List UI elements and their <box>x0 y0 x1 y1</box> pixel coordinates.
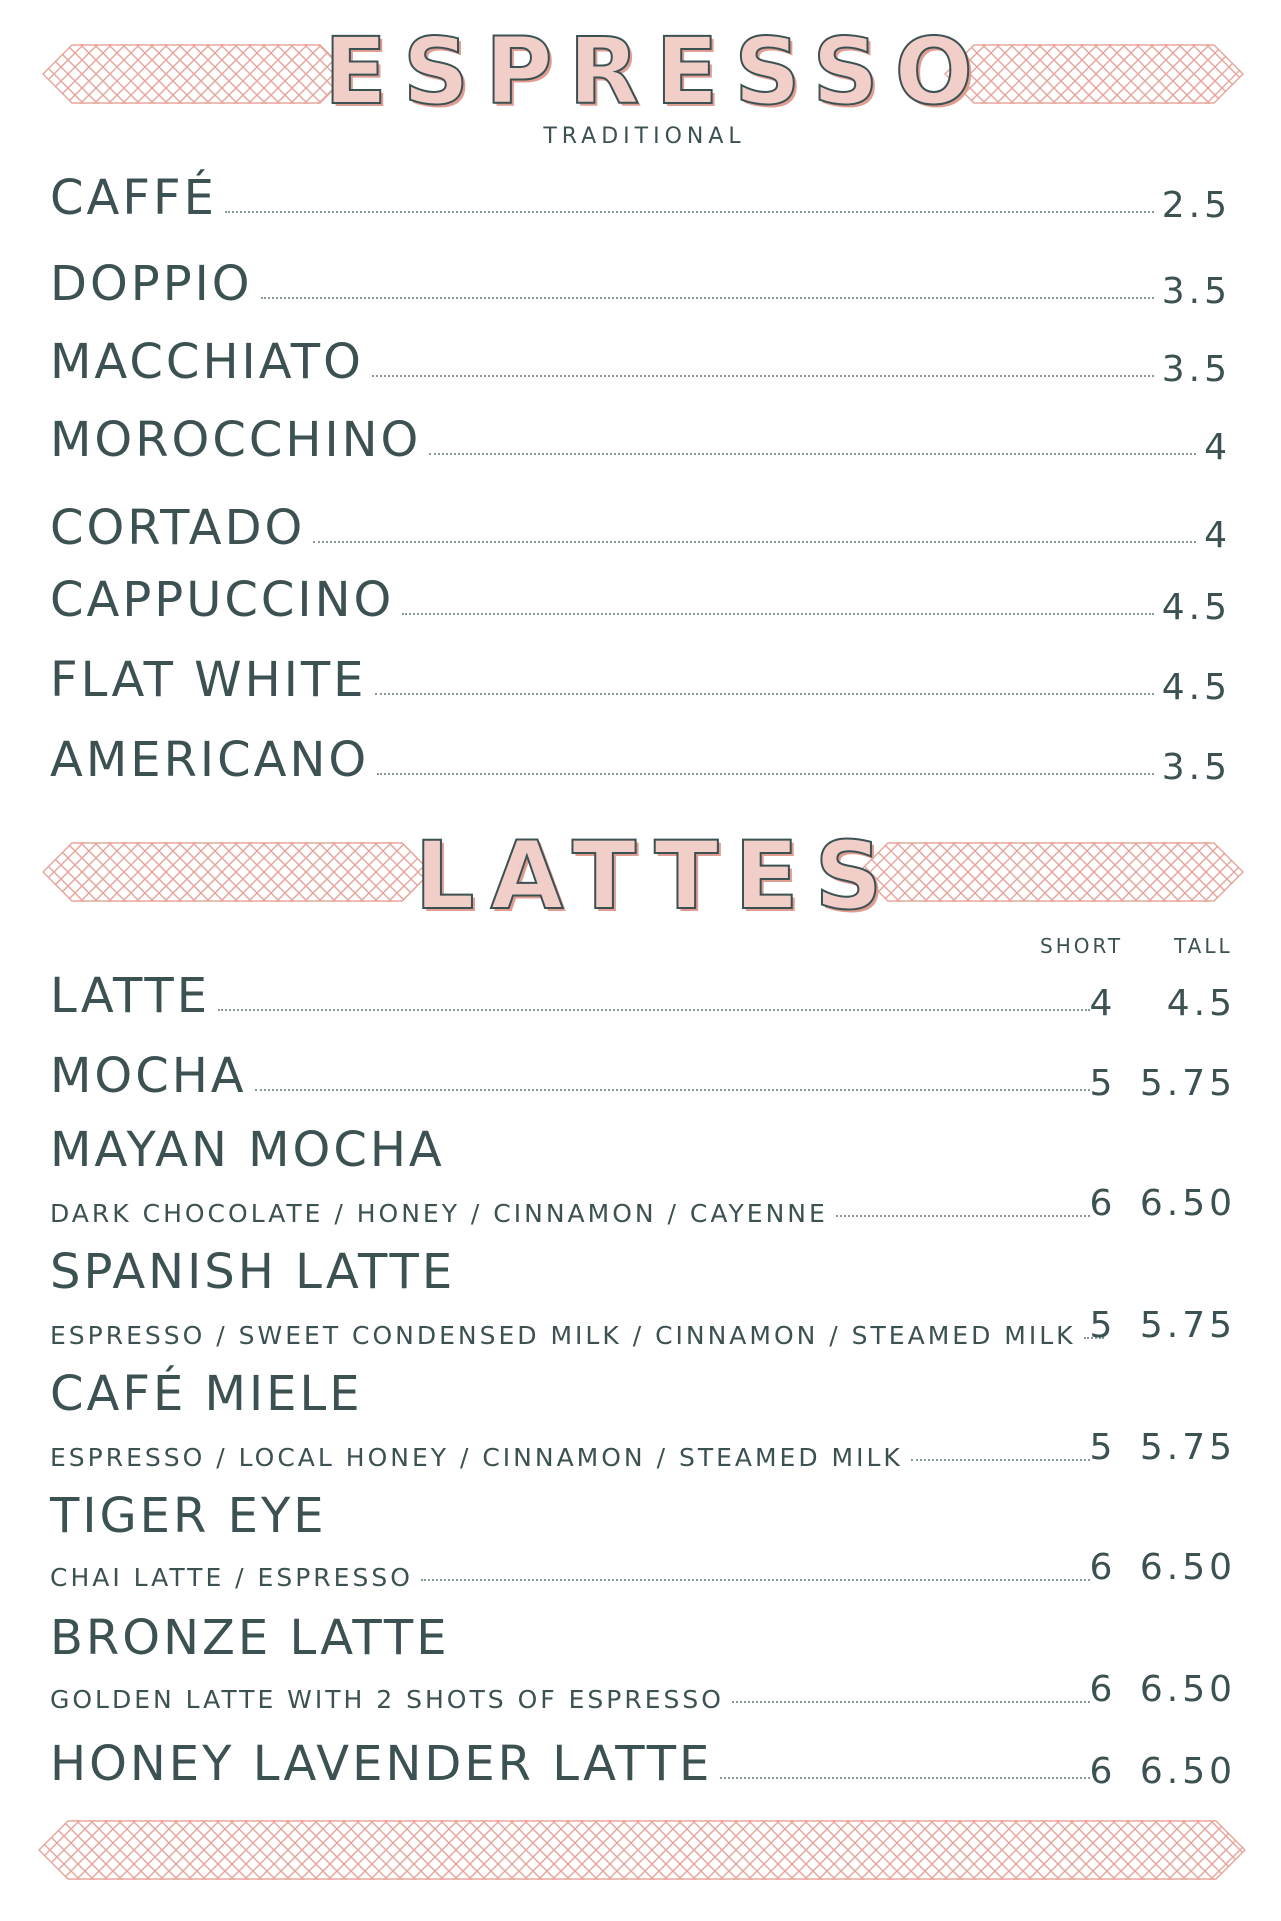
menu-item-honey-lavender-latte <box>50 1732 1098 1792</box>
menu-item-cappuccino <box>50 564 1231 628</box>
price-column-headers <box>1040 934 1240 958</box>
price-short: 6 <box>1089 1547 1115 1588</box>
menu-item-caffe <box>50 162 1231 226</box>
item-description: CHAI LATTE / ESPRESSO <box>50 1563 413 1592</box>
dotted-leader <box>377 773 1154 775</box>
item-description: ESPRESSO / SWEET CONDENSED MILK / CINNAMON / STEAMED MILK <box>50 1321 1076 1350</box>
item-name: MOCHA <box>50 1048 247 1104</box>
dotted-leader <box>720 1777 1090 1779</box>
item-name: CAPPUCCINO <box>50 572 395 628</box>
item-name: LATTE <box>50 968 211 1024</box>
column-header-tall: TALL <box>1174 934 1233 958</box>
dotted-leader <box>313 541 1196 543</box>
item-name-bronze-latte: BRONZE LATTE <box>50 1610 450 1666</box>
menu-item-cortado <box>50 492 1231 556</box>
dotted-leader <box>218 1009 1090 1011</box>
dotted-leader <box>402 613 1153 615</box>
menu-item-tiger-eye <box>50 1534 1098 1590</box>
menu-item-bronze-latte <box>50 1656 1098 1712</box>
item-price: 4.5 <box>1161 667 1231 708</box>
item-name-tiger-eye: TIGER EYE <box>50 1488 327 1544</box>
item-description: ESPRESSO / LOCAL HONEY / CINNAMON / STEAMED MILK <box>50 1443 903 1472</box>
item-name: FLAT WHITE <box>50 652 367 708</box>
price-short: 6 <box>1089 1751 1115 1792</box>
item-description: GOLDEN LATTE WITH 2 SHOTS OF ESPRESSO <box>50 1685 724 1714</box>
menu-item-macchiato <box>50 326 1231 390</box>
price-tall: 6.50 <box>1139 1183 1236 1224</box>
dotted-leader <box>429 453 1196 455</box>
item-price: 4 <box>1204 427 1231 468</box>
item-name-spanish-latte: SPANISH LATTE <box>50 1244 456 1300</box>
price-tall: 4.5 <box>1166 983 1236 1024</box>
dotted-leader <box>836 1215 1090 1217</box>
espresso-subheading: TRADITIONAL <box>543 124 746 149</box>
dotted-leader <box>375 693 1154 695</box>
menu-item-mayan-mocha <box>50 1170 1098 1226</box>
price-short: 6 <box>1089 1183 1115 1224</box>
espresso-heading: ESPRESSO <box>324 18 989 125</box>
item-name: HONEY LAVENDER LATTE <box>50 1736 713 1792</box>
item-name: CORTADO <box>50 500 306 556</box>
dotted-leader <box>421 1579 1090 1581</box>
price-tall: 5.75 <box>1139 1063 1236 1104</box>
price-short: 5 <box>1089 1427 1115 1468</box>
price-tall: 6.50 <box>1139 1547 1236 1588</box>
price-tall: 5.75 <box>1139 1305 1236 1346</box>
price-tall: 6.50 <box>1139 1669 1236 1710</box>
item-name-cafe-miele: CAFÉ MIELE <box>50 1366 363 1422</box>
dotted-leader <box>225 211 1154 213</box>
price-short: 4 <box>1089 983 1115 1024</box>
price-short: 5 <box>1089 1063 1115 1104</box>
menu-item-mocha <box>50 1044 1098 1104</box>
menu-item-doppio <box>50 248 1231 312</box>
item-price: 3.5 <box>1161 271 1231 312</box>
menu-item-americano <box>50 724 1231 788</box>
menu-item-spanish-latte <box>50 1292 1098 1348</box>
item-name: MOROCCHINO <box>50 412 422 468</box>
price-short: 6 <box>1089 1669 1115 1710</box>
price-short: 5 <box>1089 1305 1115 1346</box>
item-name: DOPPIO <box>50 256 253 312</box>
dotted-leader <box>261 297 1154 299</box>
item-description: DARK CHOCOLATE / HONEY / CINNAMON / CAYENNE <box>50 1199 828 1228</box>
menu-item-morocchino <box>50 404 1231 468</box>
dotted-leader <box>911 1459 1090 1461</box>
item-name: AMERICANO <box>50 732 370 788</box>
item-price: 3.5 <box>1161 747 1231 788</box>
lattice-band-footer <box>38 1820 1246 1880</box>
dotted-leader <box>372 375 1154 377</box>
price-tall: 5.75 <box>1139 1427 1236 1468</box>
menu-item-flat-white <box>50 644 1231 708</box>
menu-item-cafe-miele <box>50 1414 1098 1470</box>
item-price: 4.5 <box>1161 587 1231 628</box>
price-tall: 6.50 <box>1139 1751 1236 1792</box>
item-name-mayan-mocha: MAYAN MOCHA <box>50 1122 445 1178</box>
dotted-leader <box>255 1089 1090 1091</box>
item-price: 3.5 <box>1161 349 1231 390</box>
dotted-leader <box>732 1701 1090 1703</box>
item-name: MACCHIATO <box>50 334 364 390</box>
item-price: 2.5 <box>1161 185 1231 226</box>
lattes-heading: LATTES <box>414 822 899 931</box>
column-header-short: SHORT <box>1040 934 1124 958</box>
menu-item-latte <box>50 964 1098 1024</box>
item-name: CAFFÉ <box>50 170 217 226</box>
item-price: 4 <box>1204 515 1231 556</box>
